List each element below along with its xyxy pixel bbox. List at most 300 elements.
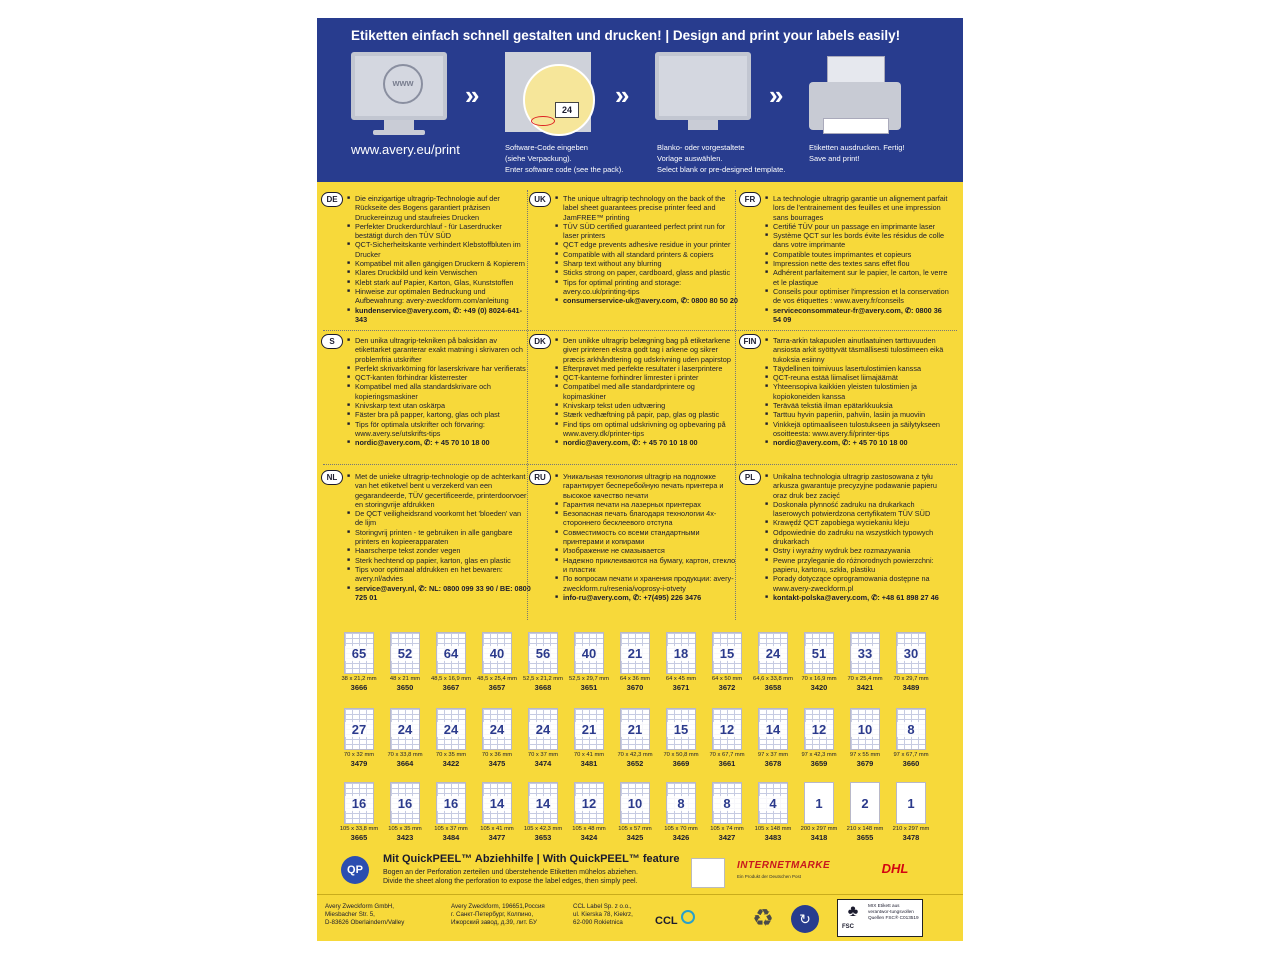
label-product-code: 3653: [534, 833, 552, 842]
feature-item: ■ Täydellinen toimivuus lasertulostimien kanssa: [765, 364, 949, 373]
highlight-oval-icon: [531, 116, 555, 126]
feature-item: ■ Knivskarp text utan oskärpa: [347, 401, 531, 410]
label-dimensions: 210 x 148 mm: [846, 826, 884, 832]
label-sheet-icon: [390, 708, 420, 750]
label-sheet-icon: [896, 632, 926, 674]
label-product-code: 3666: [350, 683, 368, 692]
label-product-tile: [385, 632, 425, 692]
feature-item: ■ Tarttuu hyvin paperiin, pahviin, lasiin ja muoviin: [765, 410, 949, 419]
label-product-code: 3667: [442, 683, 460, 692]
label-product-tile: [615, 782, 655, 842]
step4-caption: Etiketten ausdrucken. Fertig! Save and print!: [809, 143, 905, 163]
label-count: 14: [759, 722, 787, 737]
label-sheet-icon: [850, 632, 880, 674]
lang-badge: NL: [321, 470, 343, 485]
label-count: 12: [805, 722, 833, 737]
label-sheet-icon: [528, 708, 558, 750]
feature-item: ■ Sticks strong on paper, cardboard, glass and plastic: [555, 268, 739, 277]
label-sheet-icon: [666, 708, 696, 750]
recycle-icon: ♻: [752, 905, 774, 932]
contact-info[interactable]: ■ nordic@avery.com, ✆: + 45 70 10 18 00: [765, 438, 949, 447]
label-product-sheet: [317, 18, 963, 941]
footer: [317, 894, 963, 941]
label-product-tile: [707, 708, 747, 768]
label-dimensions: 48,5 x 25,4 mm: [477, 676, 517, 682]
feature-item: ■ Krawędź QCT zapobiega wyciekaniu kleju: [765, 518, 949, 527]
label-count: 16: [437, 796, 465, 811]
software-code-box: 24: [555, 102, 579, 118]
feature-item: ■ Pewne przyleganie do różnorodnych powierzchni: papieru, kartonu, szkła, plastiku: [765, 556, 949, 575]
feature-item: ■ Adhérent parfaitement sur le papier, le carton, le verre et le plastique: [765, 268, 949, 287]
label-sheet-icon: [344, 708, 374, 750]
label-sheet-icon: [666, 782, 696, 824]
label-dimensions: 70 x 36 mm: [481, 752, 513, 758]
label-count: 15: [713, 646, 741, 661]
label-product-code: 3418: [810, 833, 828, 842]
label-dimensions: 97 x 42,3 mm: [801, 752, 837, 758]
label-sheet-icon: [666, 632, 696, 674]
label-product-code: 3483: [764, 833, 782, 842]
label-count: 21: [621, 646, 649, 661]
label-count: 8: [897, 722, 925, 737]
label-count: 24: [529, 722, 557, 737]
label-dimensions: 97 x 67,7 mm: [893, 752, 929, 758]
contact-info[interactable]: ■ consumerservice-uk@avery.com, ✆: 0800 80 50 20: [555, 296, 739, 305]
monitor-base: [373, 130, 425, 135]
label-product-code: 3484: [442, 833, 460, 842]
label-dimensions: 70 x 37 mm: [527, 752, 559, 758]
label-dimensions: 70 x 35 mm: [435, 752, 467, 758]
feature-item: ■ Sharp text without any blurring: [555, 259, 739, 268]
label-dimensions: 105 x 33,8 mm: [339, 826, 379, 832]
label-dimensions: 48 x 21 mm: [389, 676, 421, 682]
feature-item: ■ Изображение не смазывается: [555, 546, 739, 555]
feature-item: ■ Совместимость со всеми стандартными принтерами и копирами: [555, 528, 739, 547]
label-count: 1: [805, 796, 833, 811]
label-product-tile: [615, 708, 655, 768]
label-count: 8: [713, 796, 741, 811]
label-product-tile: [661, 782, 701, 842]
lang-list: [555, 194, 739, 306]
label-count: 24: [391, 722, 419, 737]
label-count: 21: [575, 722, 603, 737]
label-dimensions: 105 x 74 mm: [710, 826, 744, 832]
label-count: 65: [345, 646, 373, 661]
label-sheet-icon: [482, 708, 512, 750]
label-sheet-icon: [574, 782, 604, 824]
lang-badge: UK: [529, 192, 551, 207]
label-dimensions: 70 x 42,3 mm: [617, 752, 653, 758]
label-count: 24: [437, 722, 465, 737]
monitor-stand: [384, 120, 414, 130]
label-count: 8: [667, 796, 695, 811]
contact-info[interactable]: ■ kundenservice@avery.com, ✆: +49 (0) 8024-641-343: [347, 306, 531, 325]
chevron-right-icon: »: [769, 80, 784, 110]
lang-list: [555, 472, 739, 602]
green-dot-icon: ↻: [791, 905, 819, 933]
label-product-tile: [569, 708, 609, 768]
label-dimensions: 70 x 32 mm: [343, 752, 375, 758]
feature-item: ■ Yhteensopiva kaikkien yleisten tulostimien ja kopiokoneiden kanssa: [765, 382, 949, 401]
label-dimensions: 105 x 41 mm: [480, 826, 514, 832]
fsc-text: MIX Etikett aus verantwor-tungsvollen Quellen FSC® C013519: [868, 903, 919, 920]
label-sheet-icon: [344, 782, 374, 824]
label-sheet-icon: [804, 708, 834, 750]
contact-info[interactable]: ■ nordic@avery.com, ✆: + 45 70 10 18 00: [555, 438, 739, 447]
label-product-code: 3478: [902, 833, 920, 842]
label-product-tile: [431, 782, 471, 842]
quickpeel-text-de: Bogen an der Perforation zerteilen und überstehende Etiketten mühelos abziehen.: [383, 869, 638, 876]
label-product-code: 3422: [442, 759, 460, 768]
label-count: 51: [805, 646, 833, 661]
feature-item: ■ Efterprøvet med perfekte resultater i laserprintere: [555, 364, 739, 373]
label-dimensions: 105 x 70 mm: [664, 826, 698, 832]
label-sheet-icon: [712, 632, 742, 674]
label-sheet-icon: [436, 782, 466, 824]
label-sheet-icon: [390, 632, 420, 674]
label-dimensions: 52,5 x 29,7 mm: [569, 676, 609, 682]
feature-item: ■ Knivskarp tekst uden udtværing: [555, 401, 739, 410]
label-product-tile: [845, 782, 885, 842]
label-product-tile: [753, 782, 793, 842]
label-product-code: 3481: [580, 759, 598, 768]
label-dimensions: 70 x 29,7 mm: [893, 676, 929, 682]
feature-item: ■ Perfekter Druckerdurchlauf - für Laserdrucker bestätigt durch den TÜV SÜD: [347, 222, 531, 241]
label-sheet-icon: [390, 782, 420, 824]
label-product-tile: [339, 708, 379, 768]
label-count: 10: [851, 722, 879, 737]
label-product-tile: [431, 708, 471, 768]
label-sheet-icon: [850, 782, 880, 824]
label-count: 52: [391, 646, 419, 661]
dhl-logo: DHL: [881, 861, 909, 876]
label-dimensions: 64 x 45 mm: [665, 676, 697, 682]
globe-text: www: [392, 78, 414, 88]
feature-item: ■ По вопросам печати и хранения продукции: avery-zweckform.ru/resenia/voprosy-i-otvety: [555, 574, 739, 593]
label-product-code: 3650: [396, 683, 414, 692]
feature-item: ■ QCT-Sicherheitskante verhindert Klebstoffbluten im Drucker: [347, 240, 531, 259]
label-dimensions: 105 x 35 mm: [388, 826, 422, 832]
label-count: 14: [529, 796, 557, 811]
label-product-code: 3425: [626, 833, 644, 842]
label-sheet-icon: [436, 708, 466, 750]
label-product-tile: [385, 708, 425, 768]
label-product-tile: [753, 632, 793, 692]
label-product-code: 3427: [718, 833, 736, 842]
label-product-code: 3655: [856, 833, 874, 842]
label-product-code: 3678: [764, 759, 782, 768]
label-dimensions: 64 x 50 mm: [711, 676, 743, 682]
label-count: 64: [437, 646, 465, 661]
label-product-tile: [845, 708, 885, 768]
feature-item: ■ Гарантия печати на лазерных принтерах: [555, 500, 739, 509]
feature-item: ■ Безопасная печать благодаря технологии 4х-стороннего бесклеевого отступа: [555, 509, 739, 528]
feature-item: ■ Compatibel med alle standardprintere og kopimaskiner: [555, 382, 739, 401]
label-dimensions: 48,5 x 16,9 mm: [431, 676, 471, 682]
feature-item: ■ Odpowiednie do zadruku na wszystkich typowych drukarkach: [765, 528, 949, 547]
label-dimensions: 64 x 36 mm: [619, 676, 651, 682]
label-product-code: 3477: [488, 833, 506, 842]
feature-item: ■ Stærk vedhæftning på papir, pap, glas og plastic: [555, 410, 739, 419]
label-product-tile: [707, 782, 747, 842]
label-product-code: 3423: [396, 833, 414, 842]
label-product-code: 3660: [902, 759, 920, 768]
label-sheet-icon: [850, 708, 880, 750]
fsc-label: FSC: [842, 924, 854, 930]
label-dimensions: 105 x 57 mm: [618, 826, 652, 832]
label-count: 14: [483, 796, 511, 811]
label-sheet-icon: [528, 782, 558, 824]
feature-item: ■ Kompatibel mit allen gängigen Druckern & Kopierern: [347, 259, 531, 268]
step3-caption: Blanko- oder vorgestaltete Vorlage auswählen. Select blank or pre-designed template.: [657, 143, 786, 174]
feature-item: ■ Système QCT sur les bords évite les résidus de colle dans votre imprimante: [765, 231, 949, 250]
label-product-tile: [569, 632, 609, 692]
label-sheet-icon: [896, 782, 926, 824]
fsc-badge: [837, 899, 923, 937]
divider: [735, 190, 736, 620]
label-product-code: 3679: [856, 759, 874, 768]
lang-badge: DK: [529, 334, 551, 349]
label-product-code: 3671: [672, 683, 690, 692]
lang-list: [347, 194, 531, 324]
label-product-code: 3659: [810, 759, 828, 768]
label-dimensions: 70 x 16,9 mm: [801, 676, 837, 682]
lang-list: [765, 472, 949, 602]
chevron-right-icon: »: [465, 80, 480, 110]
label-product-code: 3475: [488, 759, 506, 768]
feature-item: ■ De QCT veiligheidsrand voorkomt het 'bloeden' van de lijm: [347, 509, 531, 528]
label-product-code: 3664: [396, 759, 414, 768]
divider: [527, 190, 528, 620]
label-product-tile: [523, 708, 563, 768]
label-dimensions: 97 x 37 mm: [757, 752, 789, 758]
label-product-tile: [615, 632, 655, 692]
feature-item: ■ Надежно приклеиваются на бумагу, картон, стекло и пластик: [555, 556, 739, 575]
label-product-code: 3672: [718, 683, 736, 692]
label-count: 15: [667, 722, 695, 737]
divider: [323, 464, 957, 465]
label-product-tile: [431, 632, 471, 692]
address-de: Avery Zweckform GmbH, Miesbacher Str. 5, D-83626 Oberlaindern/Valley: [325, 903, 405, 926]
label-product-code: 3668: [534, 683, 552, 692]
label-sheet-icon: [712, 782, 742, 824]
lang-badge: RU: [529, 470, 551, 485]
feature-item: ■ QCT-kanterne forhindrer limrester i printer: [555, 373, 739, 382]
label-product-code: 3420: [810, 683, 828, 692]
feature-item: ■ Find tips om optimal udskrivning og opbevaring på www.avery.dk/printer-tips: [555, 420, 739, 439]
contact-info[interactable]: ■ serviceconsommateur-fr@avery.com, ✆: 0800 36 54 09: [765, 306, 949, 325]
label-product-code: 3661: [718, 759, 736, 768]
feature-item: ■ Ostry i wyraźny wydruk bez rozmazywania: [765, 546, 949, 555]
label-count: 10: [621, 796, 649, 811]
label-sheet-icon: [758, 782, 788, 824]
label-sheet-icon: [620, 708, 650, 750]
feature-item: ■ Sterk hechtend op papier, karton, glas en plastic: [347, 556, 531, 565]
label-product-tile: [661, 632, 701, 692]
label-dimensions: 70 x 33,8 mm: [387, 752, 423, 758]
feature-item: ■ Fäster bra på papper, kartong, glas och plast: [347, 410, 531, 419]
feature-item: ■ Met de unieke ultragrip-technologie op de achterkant van het etiketvel bent u verzekerd van een gegarandeerde, TÜV gecertificeerde, printerdoorvoer en storingvrije afdrukken: [347, 472, 531, 509]
label-dimensions: 70 x 67,7 mm: [709, 752, 745, 758]
label-product-code: 3670: [626, 683, 644, 692]
label-sheet-icon: [804, 782, 834, 824]
feature-item: ■ Klebt stark auf Papier, Karton, Glas, Kunststoffen: [347, 278, 531, 287]
contact-info[interactable]: ■ nordic@avery.com, ✆: + 45 70 10 18 00: [347, 438, 531, 447]
label-product-code: 3658: [764, 683, 782, 692]
label-product-code: 3426: [672, 833, 690, 842]
lang-list: [555, 336, 739, 448]
address-pl: CCL Label Sp. z o.o., ul. Kierska 78, Kiekrz, 62-090 Rokietnica: [573, 903, 633, 926]
address-ru: Avery Zweckform, 196651,Россия г. Санкт-Петербург, Колпино, Ижорский завод, д.39, лит. БУ: [451, 903, 545, 926]
label-count: 24: [759, 646, 787, 661]
feature-item: ■ La technologie ultragrip garantie un alignement parfait lors de l'entrainement des feuilles et une impression sans bourrages: [765, 194, 949, 222]
feature-item: ■ QCT-reuna estää liimaliset liimajäämät: [765, 373, 949, 382]
chevron-right-icon: »: [615, 80, 630, 110]
label-product-code: 3489: [902, 683, 920, 692]
label-count: 16: [391, 796, 419, 811]
label-product-code: 3665: [350, 833, 368, 842]
label-dimensions: 105 x 42,3 mm: [523, 826, 563, 832]
feature-item: ■ Hinweise zur optimalen Bedruckung und Aufbewahrung: avery-zweckform.com/anleitung: [347, 287, 531, 306]
feature-item: ■ Impression nette des textes sans effet flou: [765, 259, 949, 268]
label-sheet-icon: [344, 632, 374, 674]
contact-info[interactable]: ■ kontakt-polska@avery.com, ✆: +48 61 898 27 46: [765, 593, 949, 602]
label-product-tile: [891, 708, 931, 768]
label-product-tile: [845, 632, 885, 692]
feature-item: ■ Kompatibel med alla standardskrivare och kopieringsmaskiner: [347, 382, 531, 401]
lang-list: [347, 336, 531, 448]
contact-info[interactable]: ■ info-ru@avery.com, ✆: +7(495) 226 3476: [555, 593, 739, 602]
divider: [323, 330, 957, 331]
label-product-tile: [385, 782, 425, 842]
peel-illustration-icon: [691, 858, 725, 888]
lang-list: [765, 336, 949, 448]
monitor-icon: [351, 52, 447, 120]
label-sheet-icon: [896, 708, 926, 750]
label-count: 12: [575, 796, 603, 811]
label-dimensions: 105 x 148 mm: [754, 826, 792, 832]
label-sheet-icon: [574, 632, 604, 674]
label-count: 30: [897, 646, 925, 661]
label-dimensions: 210 x 297 mm: [892, 826, 930, 832]
label-product-tile: [523, 632, 563, 692]
label-product-code: 3657: [488, 683, 506, 692]
label-product-tile: [891, 632, 931, 692]
feature-item: ■ Tips för optimala utskrifter och förvaring: www.avery.se/utskrifts-tips: [347, 420, 531, 439]
label-product-tile: [477, 782, 517, 842]
internetmarke-subtitle: Ein Produkt der Deutschen Post: [737, 874, 802, 879]
lang-badge: DE: [321, 192, 343, 207]
feature-item: ■ Den unika ultragrip-tekniken på baksidan av etikettarket garanterar exakt matning i skrivaren och problemfria utskrifter: [347, 336, 531, 364]
feature-item: ■ QCT-kanten förhindrar klisterrester: [347, 373, 531, 382]
label-sheet-icon: [482, 782, 512, 824]
feature-item: ■ Tips voor optimaal afdrukken en het bewaren: avery.nl/advies: [347, 565, 531, 584]
label-dimensions: 97 x 55 mm: [849, 752, 881, 758]
label-dimensions: 105 x 37 mm: [434, 826, 468, 832]
label-product-tile: [477, 708, 517, 768]
label-count: 16: [345, 796, 373, 811]
feature-item: ■ Den unikke ultragrip belægning bag på etiketarkene giver printeren ekstra godt tag i arkene og sikrer præcis arkhåndtering og udskrivning uden papirstop: [555, 336, 739, 364]
label-product-tile: [477, 632, 517, 692]
label-count: 40: [575, 646, 603, 661]
feature-item: ■ Tarra-arkin takapuolen ainutlaatuinen tarttuvuuden ansiosta arkit syöttyvät täsmällisesti tulostimeen eikä tukoksia esiinny: [765, 336, 949, 364]
quickpeel-logo-icon: QP: [341, 856, 369, 884]
label-count: 33: [851, 646, 879, 661]
banner-title: Etiketten einfach schnell gestalten und drucken! | Design and print your labels easily!: [351, 28, 901, 43]
label-product-tile: [753, 708, 793, 768]
feature-item: ■ Compatible with all standard printers & copiers: [555, 250, 739, 259]
magnifier-icon: [523, 64, 595, 136]
label-sheet-icon: [758, 708, 788, 750]
label-product-code: 3474: [534, 759, 552, 768]
lang-badge: PL: [739, 470, 761, 485]
label-product-tile: [569, 782, 609, 842]
quickpeel-text-en: Divide the sheet along the perforation to expose the label edges, then simply peel.: [383, 878, 638, 885]
label-sheet-icon: [620, 782, 650, 824]
label-sheet-icon: [712, 708, 742, 750]
label-product-tile: [799, 632, 839, 692]
contact-info[interactable]: ■ service@avery.nl, ✆: NL: 0800 099 33 90 / BE: 0800 725 01: [347, 584, 531, 603]
label-count: 21: [621, 722, 649, 737]
label-count: 18: [667, 646, 695, 661]
lang-list: [765, 194, 949, 324]
feature-item: ■ Compatible toutes imprimantes et copieurs: [765, 250, 949, 259]
lang-badge: S: [321, 334, 343, 349]
label-count: 12: [713, 722, 741, 737]
label-count: 1: [897, 796, 925, 811]
label-sheet-icon: [804, 632, 834, 674]
feature-item: ■ Terävää tekstiä ilman epätarkkuuksia: [765, 401, 949, 410]
feature-item: ■ Die einzigartige ultragrip-Technologie auf der Rückseite des Bogens garantiert präzisen Druckereinzug und staufreies Drucken: [347, 194, 531, 222]
label-product-code: 3669: [672, 759, 690, 768]
label-dimensions: 200 x 297 mm: [800, 826, 838, 832]
label-dimensions: 38 x 21,2 mm: [341, 676, 377, 682]
website-url[interactable]: www.avery.eu/print: [351, 142, 460, 157]
label-count: 4: [759, 796, 787, 811]
label-dimensions: 105 x 48 mm: [572, 826, 606, 832]
label-dimensions: 70 x 41 mm: [573, 752, 605, 758]
feature-item: ■ Certifié TÜV pour un passage en imprimante laser: [765, 222, 949, 231]
monitor-stand: [688, 120, 718, 130]
ccl-logo-icon: [681, 910, 695, 924]
label-dimensions: 64,6 x 33,8 mm: [753, 676, 793, 682]
label-sheet-icon: [482, 632, 512, 674]
label-product-code: 3479: [350, 759, 368, 768]
fsc-tree-icon: ♣: [847, 903, 859, 920]
label-product-code: 3652: [626, 759, 644, 768]
label-dimensions: 70 x 50,8 mm: [663, 752, 699, 758]
label-product-tile: [339, 632, 379, 692]
label-sheet-icon: [574, 708, 604, 750]
label-product-code: 3424: [580, 833, 598, 842]
feature-item: ■ QCT edge prevents adhesive residue in your printer: [555, 240, 739, 249]
label-product-code: 3421: [856, 683, 874, 692]
label-product-code: 3651: [580, 683, 598, 692]
feature-item: ■ Porady dotyczące oprogramowania dostępne na www.avery-zweckform.pl: [765, 574, 949, 593]
label-count: 2: [851, 796, 879, 811]
label-count: 24: [483, 722, 511, 737]
globe-icon: [383, 64, 423, 104]
label-product-tile: [707, 632, 747, 692]
label-product-tile: [523, 782, 563, 842]
lang-badge: FR: [739, 192, 761, 207]
lang-badge: FIN: [739, 334, 761, 349]
feature-item: ■ TÜV SÜD certified guaranteed perfect print run for laser printers: [555, 222, 739, 241]
step2-caption: Software-Code eingeben (siehe Verpackung). Enter software code (see the pack).: [505, 143, 624, 174]
feature-item: ■ Perfekt skrivarkörning för laserskrivare har verifierats: [347, 364, 531, 373]
label-sheet-icon: [620, 632, 650, 674]
feature-item: ■ Klares Druckbild und kein Verwischen: [347, 268, 531, 277]
